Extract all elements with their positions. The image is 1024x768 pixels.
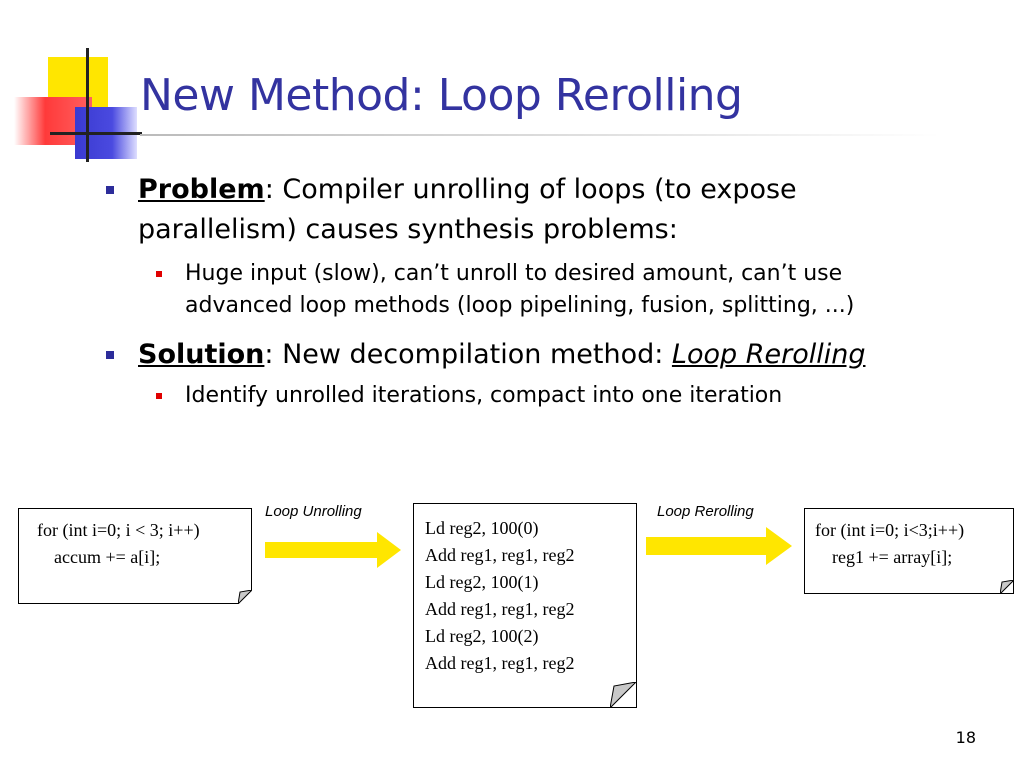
sub-bullet-marker-icon <box>156 393 162 399</box>
rerolled-code-line: for (int i=0; i<3;i++) <box>815 520 965 540</box>
bullet-solution-label: Solution <box>138 339 265 370</box>
page-fold-icon <box>610 682 636 708</box>
unrolled-code-line: Ld reg2, 100(1) <box>425 572 539 592</box>
bullet-problem-label: Problem <box>138 174 265 205</box>
right-arrow-icon <box>265 530 405 570</box>
bullet-problem <box>138 170 938 250</box>
page-number: 18 <box>955 728 976 747</box>
title-divider <box>140 134 940 136</box>
sub-bullet-marker-icon <box>156 271 162 277</box>
bullet-marker-icon <box>106 351 114 359</box>
slide-title: New Method: Loop Rerolling <box>140 70 743 121</box>
rerolled-code-box <box>804 508 1014 594</box>
page-fold-icon <box>1000 580 1014 594</box>
arrow-label-rerolling: Loop Rerolling <box>657 503 754 520</box>
unrolled-code-line: Ld reg2, 100(0) <box>425 518 539 538</box>
source-code-line: for (int i=0; i < 3; i++) <box>37 520 200 540</box>
arrow-label-unrolling: Loop Unrolling <box>265 503 362 520</box>
sub-bullet-solution <box>185 380 965 412</box>
page-fold-icon <box>238 590 252 604</box>
bullet-marker-icon <box>106 186 114 194</box>
unrolled-code-line: Add reg1, reg1, reg2 <box>425 545 575 565</box>
bullet-problem-text-2: parallelism) causes synthesis problems: <box>138 214 678 245</box>
sub-bullet-problem-line-1: Huge input (slow), can’t unroll to desired amount, can’t use <box>185 261 843 286</box>
bullet-solution-text: : New decompilation method: <box>264 339 672 370</box>
bullet-problem-text-1: : Compiler unrolling of loops (to expose <box>264 174 797 205</box>
source-code-line: accum += a[i]; <box>54 547 161 567</box>
sub-bullet-problem <box>185 258 965 322</box>
bullet-solution-emphasis: Loop Rerolling <box>671 339 866 370</box>
sub-bullet-problem-line-2: advanced loop methods (loop pipelining, fusion, splitting, ...) <box>185 293 855 318</box>
bullet-solution <box>138 335 958 375</box>
unrolled-code-box <box>413 503 637 708</box>
unrolled-code-line: Ld reg2, 100(2) <box>425 626 539 646</box>
sub-bullet-solution-line-1: Identify unrolled iterations, compact into one iteration <box>185 383 783 408</box>
logo-horizontal-line <box>50 132 142 135</box>
unrolled-code-line: Add reg1, reg1, reg2 <box>425 599 575 619</box>
logo-vertical-line <box>86 48 89 162</box>
rerolled-code-line: reg1 += array[i]; <box>832 547 953 567</box>
right-arrow-icon <box>646 525 796 567</box>
source-code-box <box>18 508 252 604</box>
unrolled-code-line: Add reg1, reg1, reg2 <box>425 653 575 673</box>
